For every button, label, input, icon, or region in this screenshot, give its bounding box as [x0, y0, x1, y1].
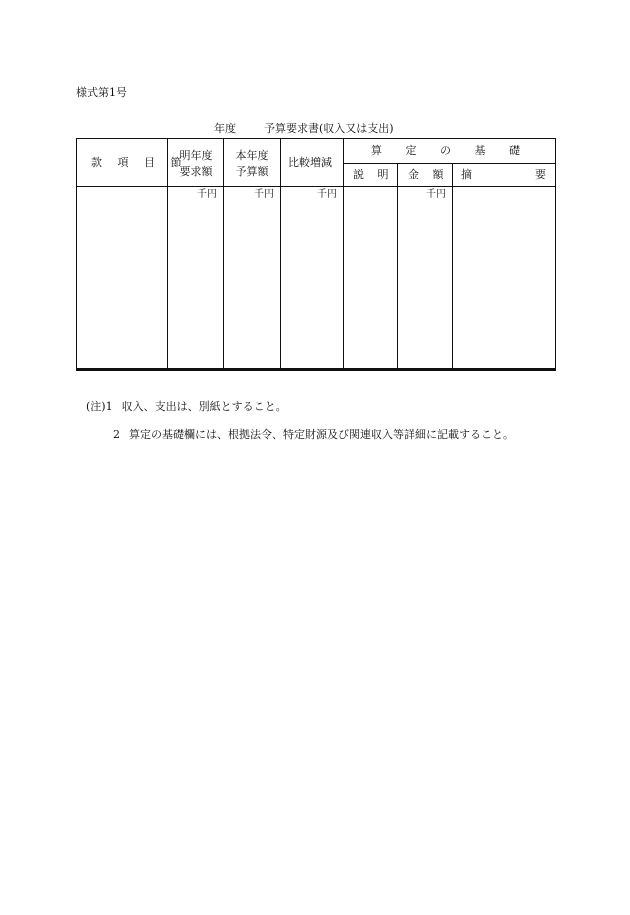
header-next-year-request-line2: 要求額 — [179, 165, 213, 178]
column-divider — [343, 139, 344, 368]
header-item: 款 項 目 節 — [91, 156, 188, 169]
note-text: 算定の基礎欄には、根拠法令、特定財源及び関連収入等詳細に記載すること。 — [129, 428, 514, 441]
header-calculation-basis: 算 定 の 基 礎 — [371, 144, 530, 157]
document-title — [214, 122, 394, 136]
note-number: 2 — [113, 428, 120, 441]
column-divider — [280, 139, 281, 368]
note-text: 収入、支出は、別紙とすること。 — [121, 400, 287, 413]
header-divider-basis — [343, 163, 555, 164]
column-divider — [167, 139, 168, 368]
header-this-year-budget-line1: 本年度 — [235, 149, 269, 162]
header-summary-left: 摘 — [461, 168, 472, 181]
unit-next-year-request: 千円 — [197, 189, 217, 200]
header-this-year-budget — [231, 148, 273, 180]
budget-request-table — [76, 138, 556, 371]
note-item — [86, 428, 514, 442]
notes — [86, 400, 514, 442]
column-divider — [223, 139, 224, 368]
unit-this-year-budget: 千円 — [254, 189, 274, 200]
note-prefix: (注) — [86, 400, 106, 413]
column-divider — [397, 163, 398, 368]
unit-amount: 千円 — [426, 189, 446, 200]
title-main: 予算要求書(収入又は支出) — [264, 122, 394, 135]
note-number: 1 — [105, 400, 113, 413]
header-next-year-request — [175, 148, 217, 180]
header-next-year-request-line1: 明年度 — [179, 149, 213, 162]
header-summary-right: 要 — [535, 168, 546, 181]
header-bottom-line — [77, 186, 555, 187]
header-amount: 金 額 — [408, 168, 449, 181]
title-year-label: 年度 — [214, 122, 236, 135]
note-item — [86, 400, 514, 414]
header-comparison: 比較増減 — [288, 156, 332, 169]
column-divider — [452, 163, 453, 368]
unit-comparison: 千円 — [317, 189, 337, 200]
form-number: 様式第1号 — [76, 86, 127, 99]
header-explanation: 説 明 — [353, 168, 394, 181]
header-this-year-budget-line2: 予算額 — [235, 165, 269, 178]
